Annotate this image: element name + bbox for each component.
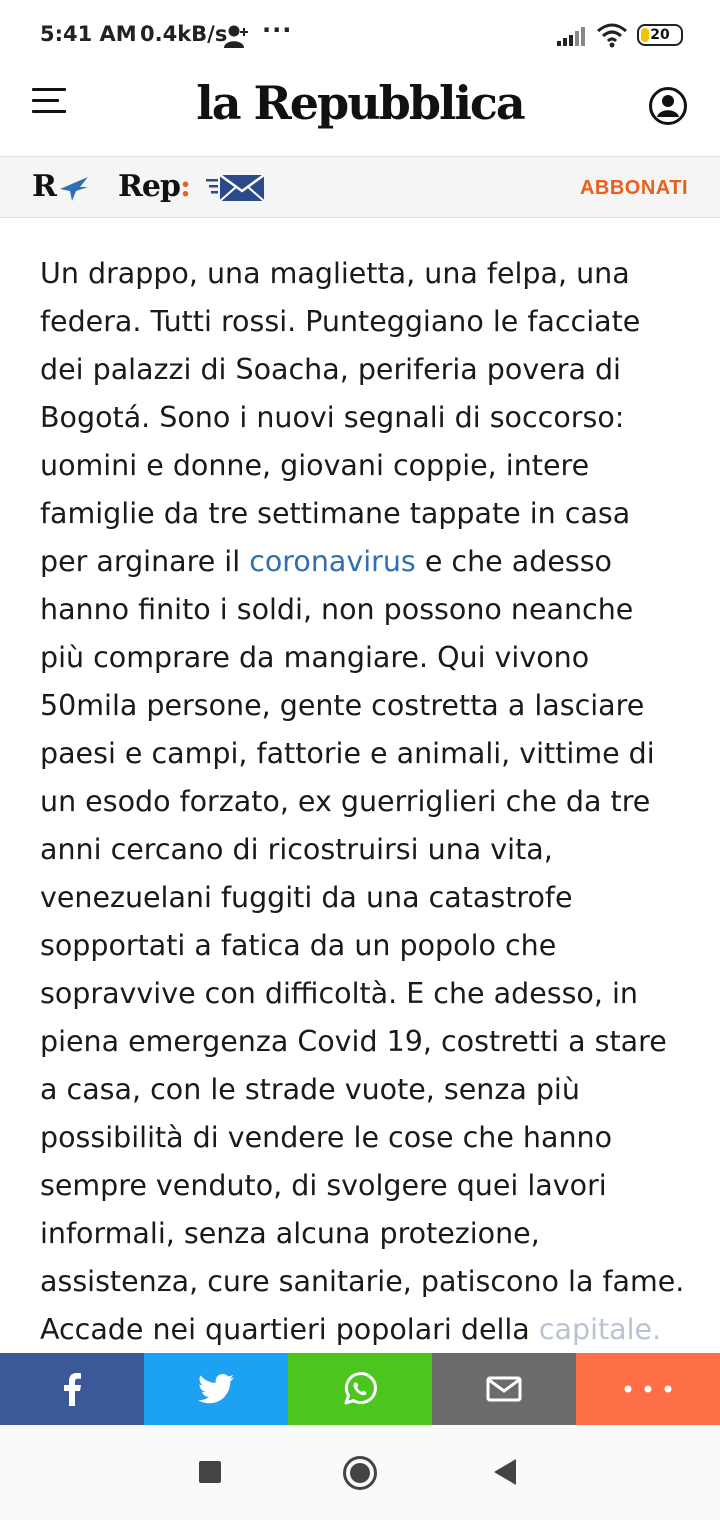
rep-label: Rep — [118, 169, 180, 204]
share-bar — [0, 1353, 720, 1425]
status-overflow-dots: ··· — [262, 16, 293, 44]
rplus-link[interactable] — [32, 169, 57, 204]
status-time: 5:41 AM — [40, 22, 137, 46]
article-faded-tail: capitale. — [538, 1313, 662, 1346]
coronavirus-link[interactable]: coronavirus — [249, 545, 416, 578]
share-more-button[interactable] — [576, 1353, 720, 1425]
site-logo[interactable]: la Repubblica — [196, 76, 524, 130]
whatsapp-icon — [342, 1371, 378, 1407]
status-bar — [0, 0, 720, 70]
plus-plane-icon — [58, 173, 90, 201]
rep-link[interactable] — [118, 169, 190, 204]
person-add-icon — [224, 24, 250, 48]
battery-icon — [637, 24, 683, 46]
status-net-speed: 0.4kB/s — [140, 22, 228, 46]
article-text-part1: Un drappo, una maglietta, una felpa, una federa. Tutti rossi. Punteggiano le facciate dei palazzi di Soacha, periferia povera di Bogotá. Sono i nuovi segnali di soccorso: uomini e donne, giovani coppie, intere famiglie da tre settimane tappate in casa per arginare il — [40, 257, 641, 578]
system-nav-bar — [0, 1425, 720, 1520]
signal-icon — [557, 26, 591, 46]
newsletter-mail-icon[interactable] — [206, 171, 266, 203]
rep-colon: : — [180, 169, 191, 204]
recents-square-icon[interactable] — [199, 1461, 221, 1483]
home-circle-icon[interactable] — [343, 1456, 377, 1490]
account-icon[interactable] — [648, 86, 688, 126]
app-header — [0, 70, 720, 156]
share-twitter-button[interactable] — [144, 1353, 288, 1425]
article-text-part2: e che adesso hanno finito i soldi, non possono neanche più comprare da mangiare. Qui vivono 50mila persone, gente costretta a lasciare paesi e campi, fattorie e animali, vittime di un esodo forzato, ex guerriglieri che da tre anni cercano di ricostruirsi una vita, venezuelani fuggiti da una catastrofe sopportati a fatica da un popolo che sopravvive con difficoltà. E che adesso, in piena emergenza Covid 19, costretti a stare a casa, con le strade vuote, senza più possibilità di vendere le cose che hanno sempre venduto, di svolgere quei lavori informali, senza alcuna protezione, assistenza, cure sanitarie, patiscono la fame. Accade nei quartieri popolari della — [40, 545, 685, 1346]
share-facebook-button[interactable] — [0, 1353, 144, 1425]
mail-icon — [486, 1376, 522, 1402]
back-triangle-icon[interactable] — [494, 1459, 516, 1485]
wifi-icon — [596, 22, 628, 48]
facebook-icon — [62, 1372, 82, 1406]
twitter-icon — [198, 1374, 234, 1404]
article-body — [40, 250, 685, 1354]
battery-level: 20 — [650, 27, 670, 43]
share-email-button[interactable] — [432, 1353, 576, 1425]
more-dots-icon — [624, 1385, 672, 1393]
rplus-label: R — [32, 169, 57, 204]
sub-navigation — [0, 156, 720, 218]
subscribe-link[interactable]: ABBONATI — [579, 177, 688, 199]
share-whatsapp-button[interactable] — [288, 1353, 432, 1425]
